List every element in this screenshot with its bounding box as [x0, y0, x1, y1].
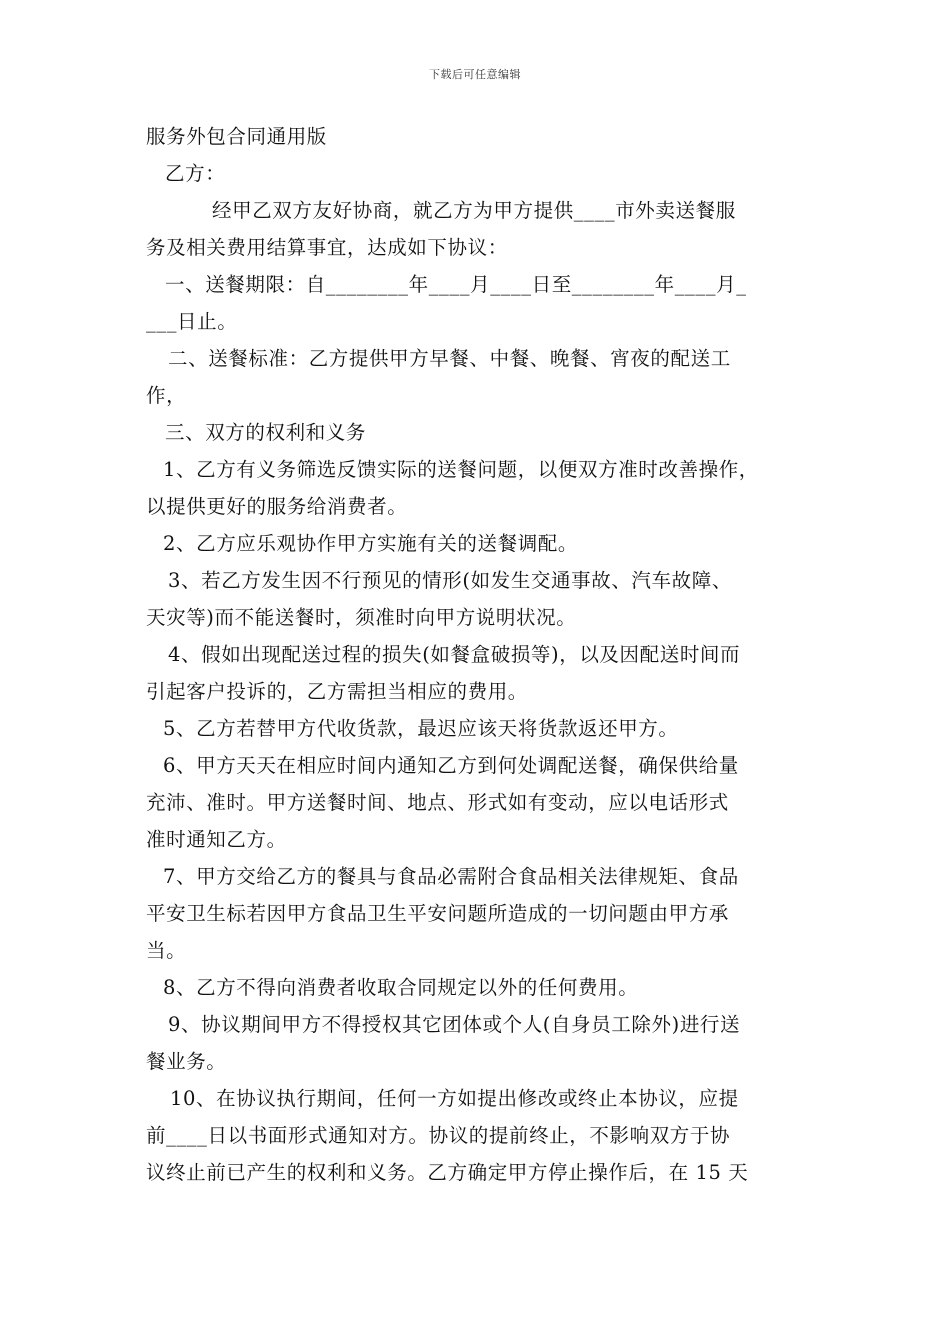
- clause-line: 6、甲方天天在相应时间内通知乙方到何处调配送餐，确保供给量: [163, 754, 739, 777]
- clause-line: 3、若乙方发生因不行预见的情形(如发生交通事故、汽车故障、: [168, 569, 732, 592]
- clause-line: 引起客户投诉的，乙方需担当相应的费用。: [146, 680, 528, 703]
- clause-line: 充沛、准时。甲方送餐时间、地点、形式如有变动，应以电话形式: [146, 791, 729, 814]
- clause-line: 10、在协议执行期间，任何一方如提出修改或终止本协议，应提: [170, 1087, 739, 1110]
- paragraph-line: 二、送餐标准：乙方提供甲方早餐、中餐、晚餐、宵夜的配送工: [168, 347, 731, 370]
- clause-line: 天灾等)而不能送餐时，须准时向甲方说明状况。: [146, 606, 577, 629]
- paragraph-line: 作，: [146, 384, 187, 407]
- clause-line: 当。: [146, 939, 187, 962]
- document-title: 服务外包合同通用版: [146, 125, 327, 148]
- section-heading: 三、双方的权利和义务: [165, 421, 367, 444]
- clause-line: 4、假如出现配送过程的损失(如餐盒破损等)，以及因配送时间而: [168, 643, 741, 666]
- clause-line: 1、乙方有义务筛选反馈实际的送餐问题，以便双方准时改善操作，: [163, 458, 759, 481]
- clause-line: 2、乙方应乐观协作甲方实施有关的送餐调配。: [163, 532, 579, 555]
- clause-line: 平安卫生标若因甲方食品卫生平安问题所造成的一切问题由甲方承: [146, 902, 729, 925]
- clause-line: 7、甲方交给乙方的餐具与食品必需附合食品相关法律规矩、食品: [163, 865, 739, 888]
- paragraph-line: 经甲乙双方友好协商，就乙方为甲方提供____市外卖送餐服: [212, 199, 736, 222]
- clause-line: 9、协议期间甲方不得授权其它团体或个人(自身员工除外)进行送: [168, 1013, 741, 1036]
- clause-line: 餐业务。: [146, 1050, 227, 1073]
- document-body: [146, 118, 811, 1191]
- clause-line: 8、乙方不得向消费者收取合同规定以外的任何费用。: [163, 976, 639, 999]
- clause-line: 议终止前已产生的权利和义务。乙方确定甲方停止操作后，在 15 天: [146, 1161, 749, 1184]
- clause-line: 前____日以书面形式通知对方。协议的提前终止，不影响双方于协: [146, 1124, 731, 1147]
- paragraph-line: ___日止。: [146, 310, 238, 333]
- paragraph-line: 一、送餐期限：自________年____月____日至________年____月_: [165, 273, 747, 296]
- clause-line: 5、乙方若替甲方代收货款，最迟应该天将货款返还甲方。: [163, 717, 679, 740]
- party-b-label: 乙方：: [165, 162, 226, 185]
- page-header-note: 下载后可任意编辑: [429, 68, 521, 81]
- clause-line: 以提供更好的服务给消费者。: [146, 495, 408, 518]
- clause-line: 准时通知乙方。: [146, 828, 287, 851]
- paragraph-line: 务及相关费用结算事宜，达成如下协议：: [146, 236, 508, 259]
